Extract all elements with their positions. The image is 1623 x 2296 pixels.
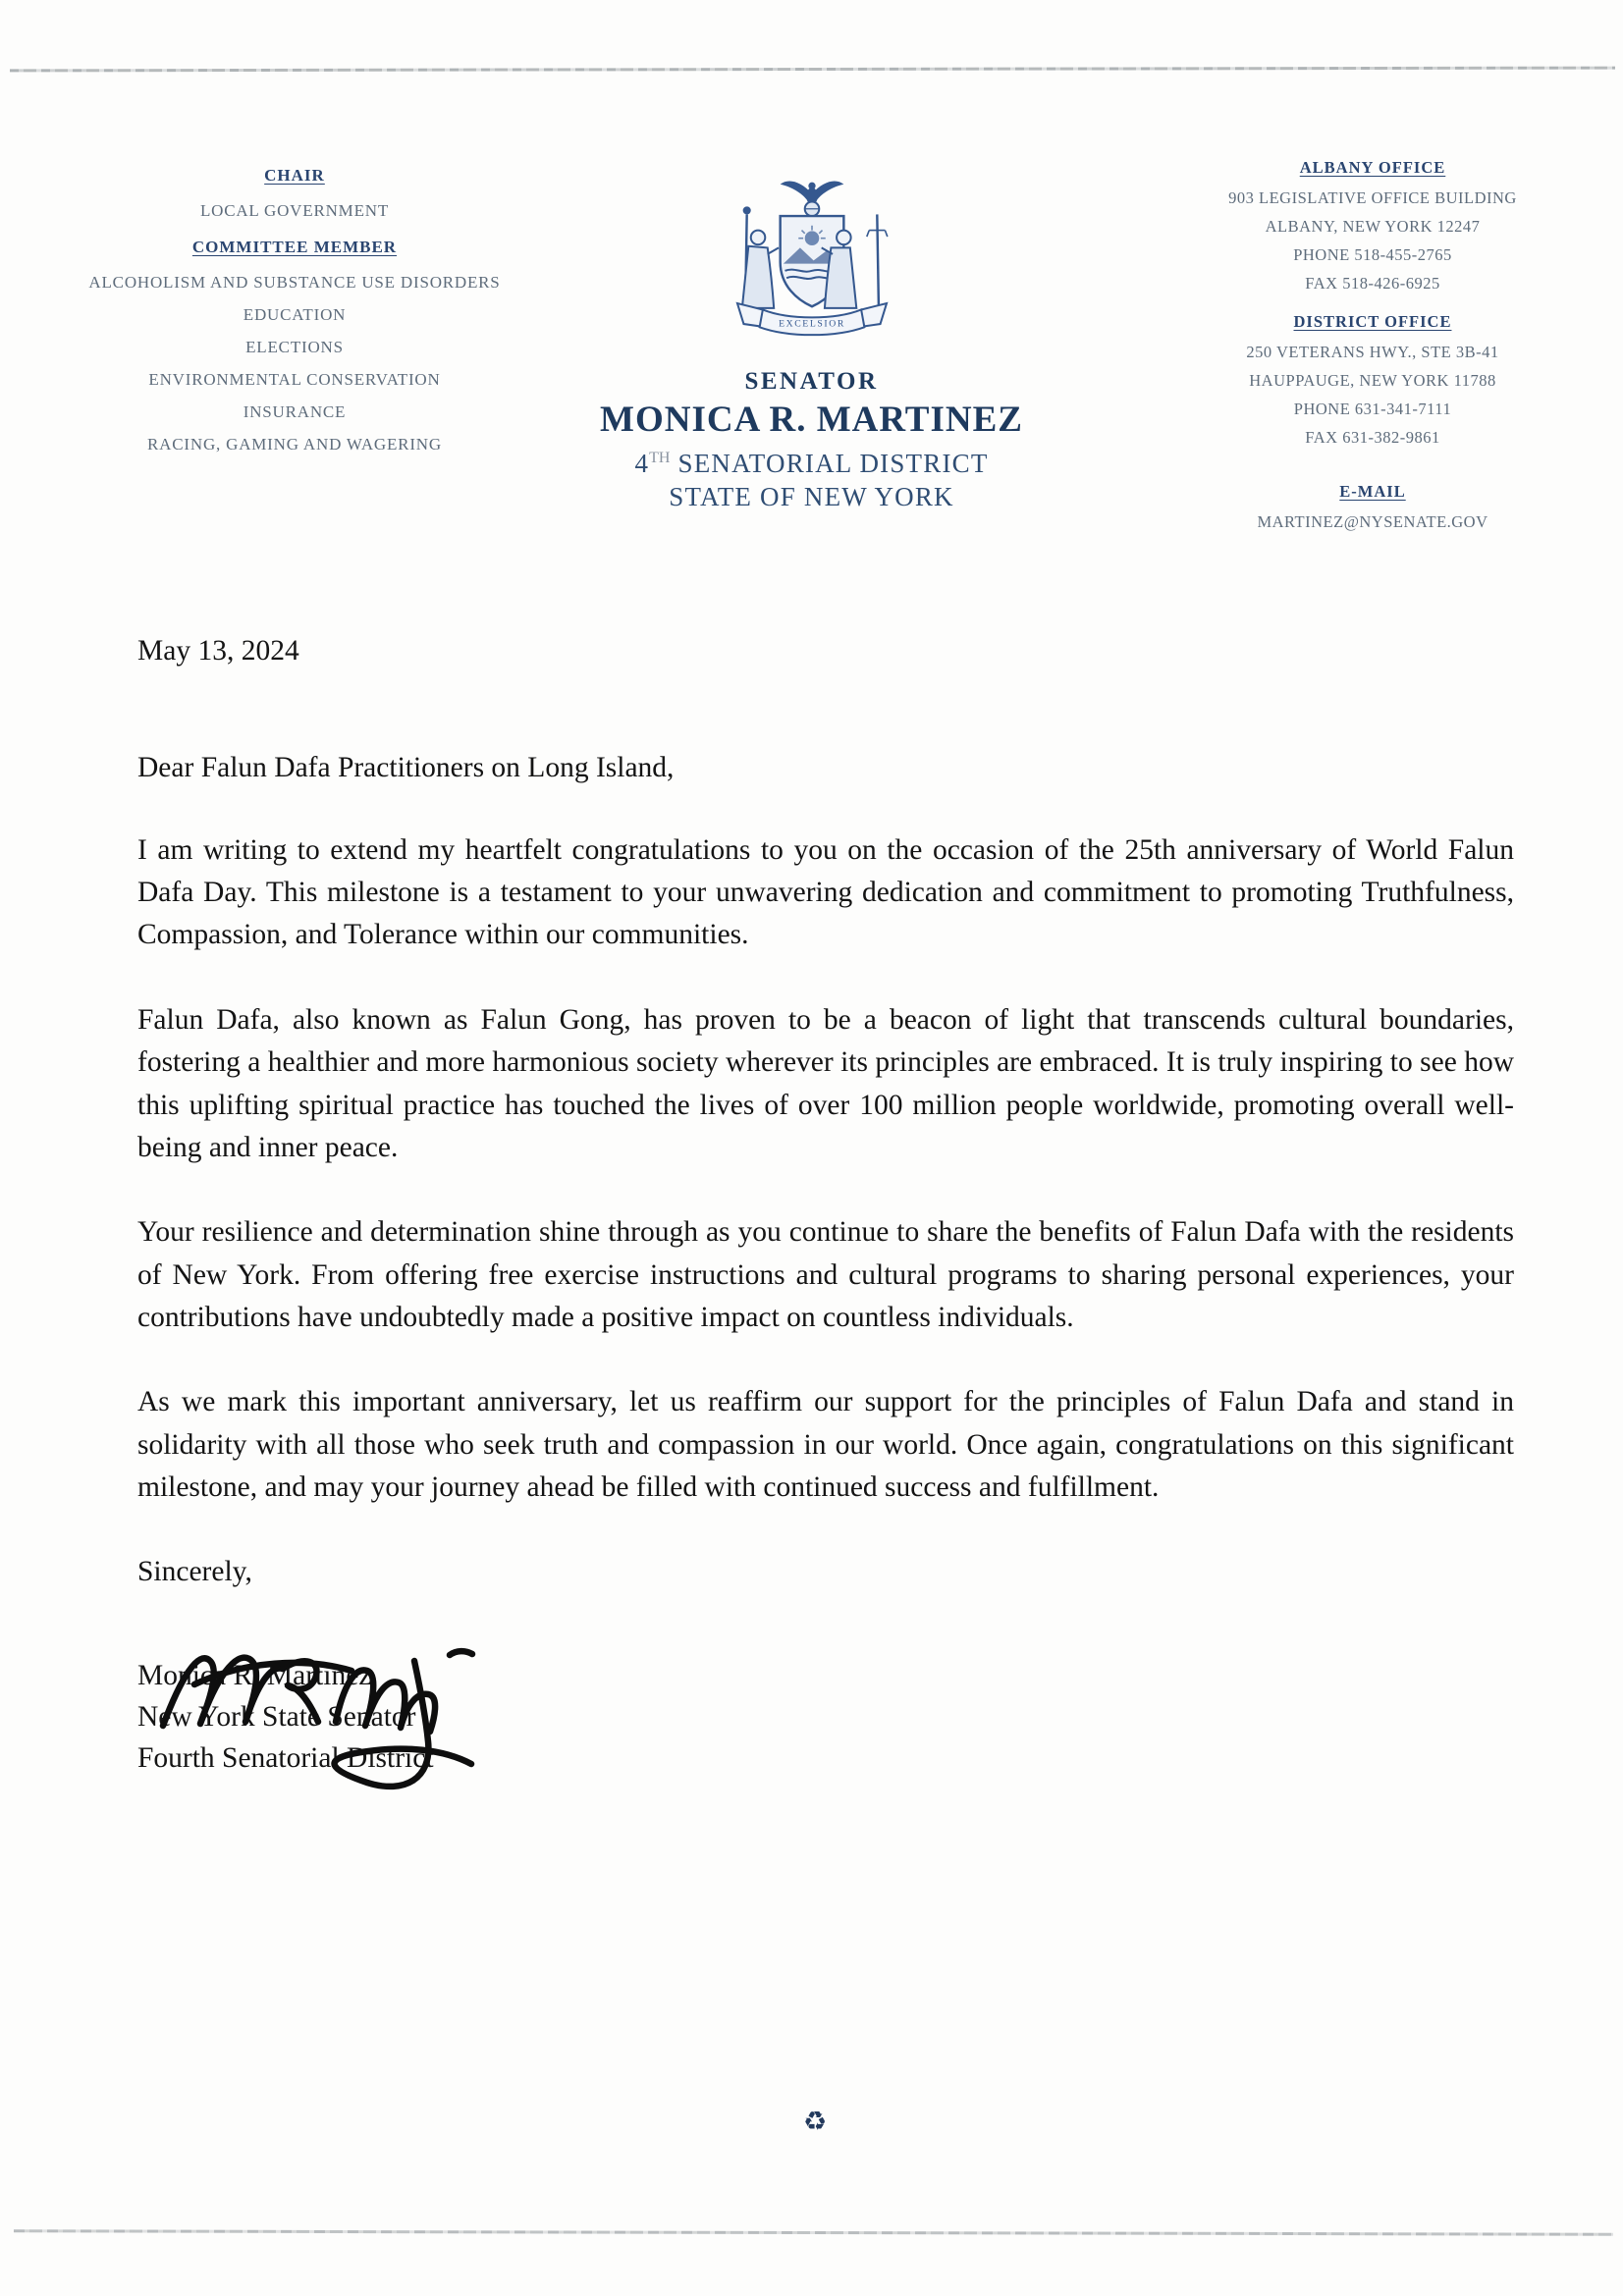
district-label: SENATORIAL DISTRICT <box>677 449 989 478</box>
albany-office-line: ALBANY, NEW YORK 12247 <box>1265 217 1481 236</box>
date-line: May 13, 2024 <box>137 635 299 667</box>
state-line: STATE OF NEW YORK <box>669 482 954 511</box>
signer-title: New York State Senator <box>137 1700 416 1733</box>
closing: Sincerely, <box>137 1556 252 1588</box>
committee-member-heading: COMMITTEE MEMBER <box>191 238 398 256</box>
committee-item: EDUCATION <box>243 305 347 324</box>
district-number: 4 <box>634 449 650 478</box>
paragraph: Your resilience and determination shine through as you continue to share the benefits of Falun Dafa with the residents of New York. From offering free exercise instructions and cultural programs to sharing personal experiences, your contributions have undoubtedly made a positive impact on countless individuals. <box>137 1216 1514 1333</box>
senator-title: SENATOR <box>744 368 879 395</box>
recycle-icon: ♻ <box>803 2107 828 2137</box>
signature-block <box>137 1655 1514 1779</box>
paragraph: As we mark this important anniversary, let us reaffirm our support for the principles of Falun Dafa and stand in solidarity with all those who seek truth and compassion in our world. Once again, congratulations on this significant milestone, and may your journey ahead be filled with continued success and fulfillment. <box>137 1386 1514 1504</box>
signer-district: Fourth Senatorial District <box>137 1741 434 1774</box>
signer-name: Monica R. Martinez <box>137 1659 372 1691</box>
senatorial-district-line <box>511 442 1112 480</box>
district-office-line: 250 VETERANS HWY., STE 3B-41 <box>1246 343 1499 361</box>
district-office-heading: DISTRICT OFFICE <box>1293 312 1452 331</box>
committee-item: ELECTIONS <box>245 338 344 356</box>
letterhead-committee-block <box>54 155 535 460</box>
seal-motto: EXCELSIOR <box>778 318 845 330</box>
chair-item: LOCAL GOVERNMENT <box>199 201 390 220</box>
email-heading: E-MAIL <box>1339 482 1406 501</box>
paragraph: I am writing to extend my heartfelt congratulations to you on the occasion of the 25th anniversary of World Falun Dafa Day. This milestone is a testament to your unwavering dedication and commitment to promoting Truthfulness, Compassion, and Tolerance within our communities. <box>137 833 1514 951</box>
albany-office-line: FAX 518-426-6925 <box>1305 274 1440 293</box>
senator-name: MONICA R. MARTINEZ <box>600 400 1023 440</box>
committee-item: ENVIRONMENTAL CONSERVATION <box>148 370 441 389</box>
email-address: MARTINEZ@NYSENATE.GOV <box>1257 512 1488 531</box>
district-office-line: PHONE 631-341-7111 <box>1293 400 1452 418</box>
scan-artifact-top <box>10 67 1615 73</box>
chair-heading: CHAIR <box>264 166 325 185</box>
letterhead-offices-block <box>1157 153 1589 536</box>
district-ordinal-suffix: TH <box>649 450 671 466</box>
letterhead-center-block <box>511 175 1112 513</box>
salutation: Dear Falun Dafa Practitioners on Long Island, <box>137 752 675 784</box>
albany-office-line: 903 LEGISLATIVE OFFICE BUILDING <box>1228 188 1517 207</box>
district-office-line: HAUPPAUGE, NEW YORK 11788 <box>1249 371 1496 390</box>
committee-item: ALCOHOLISM AND SUBSTANCE USE DISORDERS <box>88 273 501 292</box>
albany-office-heading: ALBANY OFFICE <box>1299 158 1446 177</box>
paragraph: Falun Dafa, also known as Falun Gong, has proven to be a beacon of light that transcends cultural boundaries, fostering a healthier and more harmonious society wherever its principles are embraced. It is truly inspiring to see how this uplifting spiritual practice has touched the lives of over 100 million people worldwide, promoting overall well-being and inner peace. <box>137 1003 1514 1163</box>
letter-body <box>137 630 1514 1779</box>
new-york-state-seal-icon <box>725 175 899 357</box>
scan-artifact-bottom <box>14 2229 1613 2235</box>
committee-item: INSURANCE <box>243 402 347 421</box>
albany-office-line: PHONE 518-455-2765 <box>1293 245 1452 264</box>
committee-item: RACING, GAMING AND WAGERING <box>147 435 442 454</box>
district-office-line: FAX 631-382-9861 <box>1305 428 1440 447</box>
